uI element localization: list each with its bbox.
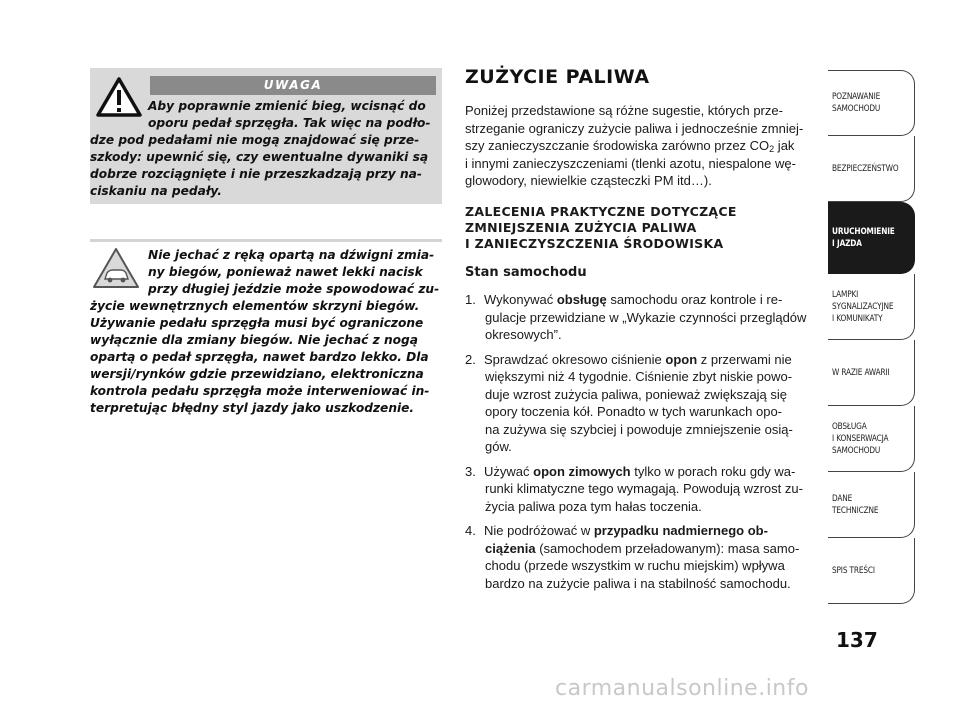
tab-obsluga-i-konserwacja[interactable]: OBSŁUGA I KONSERWACJA SAMOCHODU <box>828 406 915 472</box>
eco-note-divider <box>90 239 442 242</box>
recommendation-list <box>465 291 820 599</box>
page-number: 137 <box>836 628 878 652</box>
warning-header: UWAGA <box>150 76 436 95</box>
watermark: carmanualsonline.info <box>555 676 809 701</box>
page-title: ZUŻYCIE PALIWA <box>465 66 650 88</box>
list-item: 1. Wykonywać obsługę samochodu oraz kontrole i re- gulacje przewidziane w „Wykazie czynności przeglądów okresowych”. <box>465 292 807 342</box>
eco-note-text: Nie jechać z ręką opartą na dźwigni zmia- ny biegów, ponieważ nawet lekki nacisk przy długiej jeździe może spowodować zu- życie wewnętrznych elementów skrzyni biegów. Używanie pedału sprzęgła musi być ograniczone wyłącznie dla zmiany biegów. Nie jechać z nogą opartą o pedał sprzęgła, nawet bardzo lekko. Dla wersji/rynków gdzie przewidziano, elektroniczna kontrola pedału sprzęgła może interweniować in- terpretując błędny styl jazdy jako uszkodzenie. <box>90 248 440 415</box>
tab-bezpieczenstwo[interactable]: BEZPIECZEŃSTWO <box>828 136 915 202</box>
tab-spis-tresci[interactable]: SPIS TREŚCI <box>828 538 915 604</box>
chapter-tabs <box>828 70 915 604</box>
list-item: 2. Sprawdzać okresowo ciśnienie opon z przerwami nie większymi niż 4 tygodnie. Ciśnienie zbyt niskie powo- duje wzrost zużycia paliwa, ponieważ zwiększają się opory toczenia kół. Ponadto w tych warunkach opo- na zużywa się szybciej i powoduje zmniejszenie osią- gów. <box>465 351 793 454</box>
list-item: 4. Nie podróżować w przypadku nadmiernego ob- ciążenia (samochodem przeładowanym): masa samo- chodu (przede wszystkim w ruchu miejskim) wpływa bardzo na zużycie paliwa i na stabilność samochodu. <box>465 523 800 591</box>
tab-poznawanie-samochodu[interactable]: POZNAWANIE SAMOCHODU <box>828 70 915 136</box>
tab-lampki-sygnalizacyjne[interactable]: LAMPKI SYGNALIZACYJNE I KOMUNIKATY <box>828 274 915 340</box>
tab-w-razie-awarii[interactable]: W RAZIE AWARII <box>828 340 915 406</box>
subheading: Stan samochodu <box>465 265 587 280</box>
section-heading: ZALECENIA PRAKTYCZNE DOTYCZĄCE ZMNIEJSZENIA ZUŻYCIA PALIWA I ZANIECZYSZCZENIA ŚRODOWISKA <box>465 204 737 251</box>
list-item: 3. Używać opon zimowych tylko w porach roku gdy wa- runki klimatyczne tego wymagają. Powodują wzrost zu- życia paliwa poza tym hałas toczenia. <box>465 463 803 514</box>
warning-box <box>90 68 442 204</box>
co2-subscript: 2 <box>769 144 775 154</box>
tab-dane-techniczne[interactable]: DANE TECHNICZNE <box>828 472 915 538</box>
tab-uruchomienie-i-jazda[interactable]: URUCHOMIENIE I JAZDA <box>828 202 915 274</box>
warning-text: Aby poprawnie zmienić bieg, wcisnąć do oporu pedał sprzęgła. Tak więc na podło- dze pod pedałami nie mogą znajdować się prze- szkody: upewnić się, czy ewentualne dywaniki są dobrze rozciągnięte i nie przeszkadzają przy na- ciskaniu na pedały. <box>90 99 431 198</box>
intro-paragraph: Poniżej przedstawione są różne sugestie, których prze- strzeganie ograniczy zużycie paliwa i jednocześnie zmniej- szy zanieczyszczanie środowiska zarówno przez $CO_2$ jak i innymi zanieczyszczeniami (tlenki azotu, niespalone wę- glowodory, niewielkie cząsteczki PM itd…). <box>465 103 804 188</box>
